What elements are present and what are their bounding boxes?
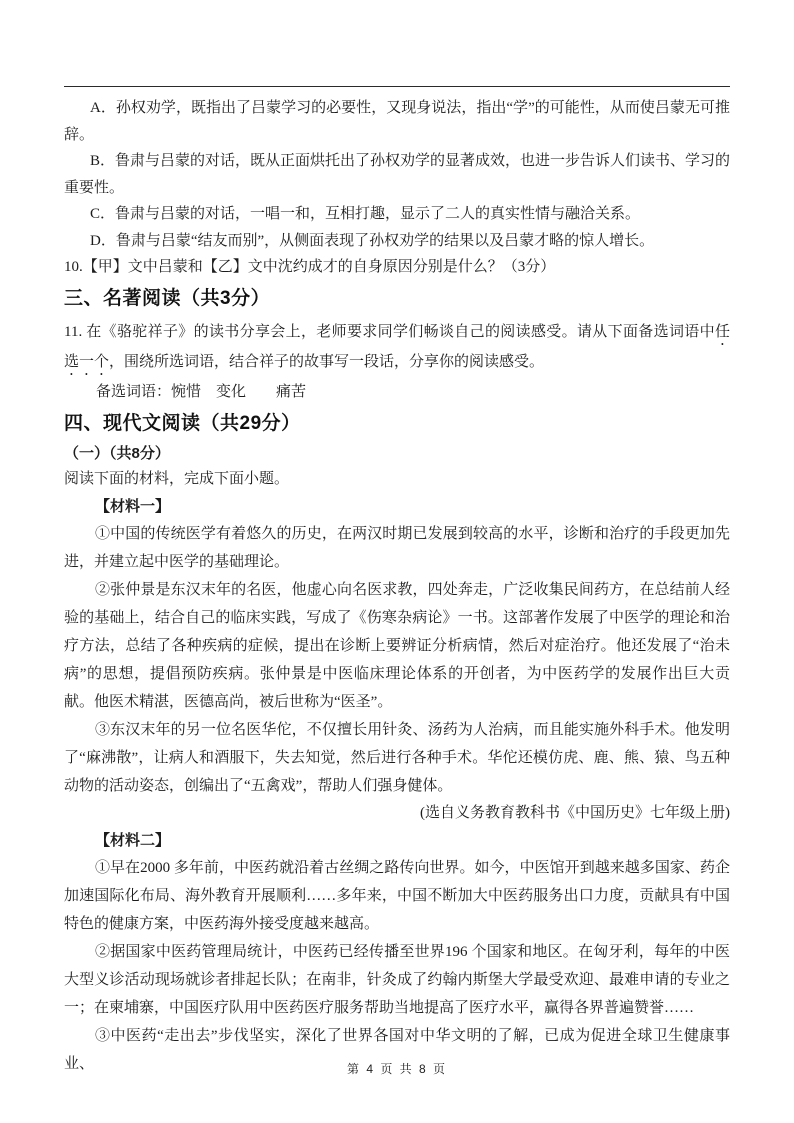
question-11-text-before: 11. 在《骆驼祥子》的读书分享会上，老师要求同学们畅谈自己的阅读感受。请从下面备选词语中: [64, 323, 715, 340]
part-one-label: （一）（共8分）: [64, 444, 170, 462]
material-2-label: 【材料二】: [95, 831, 171, 849]
material-1-paragraph-1: ①中国的传统医学有着悠久的历史，在两汉时期已发展到较高的水平，诊断和治疗的手段更加先进，并建立起中医学的基础理论。: [64, 525, 730, 570]
section-4-heading: 四、现代文阅读（共29分）: [64, 412, 301, 434]
option-b: B．鲁肃与吕蒙的对话，既从正面烘托出了孙权劝学的显著成效，也进一步告诉人们读书、学习的重要性。: [64, 153, 731, 196]
page-content: [0, 87, 794, 1078]
option-d: D．鲁肃与吕蒙“结友而别”，从侧面表现了孙权劝学的结果以及吕蒙才略的惊人增长。: [90, 232, 655, 249]
reading-instruction: 阅读下面的材料，完成下面小题。: [64, 470, 290, 487]
question-11: [64, 319, 730, 379]
material-2-paragraph-1: ①早在2000 多年前，中医药就沿着古丝绸之路传向世界。如今，中医馆开到越来越多国家、药企加速国际化布局、海外教育开展顺利……多年来，中国不断加大中医药服务出口力度，贡献具有中国特色的健康方案，中医药海外接受度越来越高。: [64, 859, 730, 932]
material-2-paragraph-2: ②据国家中医药管理局统计，中医药已经传播至世界196 个国家和地区。在匈牙利，每年的中医大型义诊活动现场就诊者排起长队；在南非，针灸成了约翰内斯堡大学最受欢迎、最难申请的专业之一；在柬埔寨，中国医疗队用中医药医疗服务帮助当地提高了医疗水平，赢得各界普遍赞誉……: [64, 943, 730, 1016]
page-footer: 第 4 页 共 8 页: [346, 1062, 448, 1076]
option-c: C．鲁肃与吕蒙的对话，一唱一和，互相打趣，显示了二人的真实性情与融洽关系。: [90, 206, 641, 222]
material-1-source: (选自义务教育教科书《中国历史》七年级上册): [420, 804, 730, 821]
material-1-label: 【材料一】: [95, 497, 171, 515]
material-2-paragraph-3: ③中医药“走出去”步伐坚实，深化了世界各国对中华文明的了解，已成为促进全球卫生健康事业、: [64, 1027, 730, 1072]
section-3-heading: 三、名著阅读（共3分）: [64, 287, 271, 309]
material-1-paragraph-3: ③东汉末年的另一位名医华佗，不仅擅长用针灸、汤药为人治病，而且能实施外科手术。他发明了“麻沸散”，让病人和酒服下，失去知觉，然后进行各种手术。华佗还模仿虎、鹿、熊、猿、鸟五种动物的活动姿态，创编出了“五禽戏”，帮助人们强身健体。: [64, 721, 730, 794]
question-11-text-after: ，围绕所选词语，结合祥子的故事写一段话，分享你的阅读感受。: [109, 353, 545, 370]
option-a: A．孙权劝学，既指出了吕蒙学习的必要性，又现身说法，指出“学”的可能性，从而使吕蒙无可推辞。: [64, 100, 730, 143]
word-bank-line: 备选词语：惋惜 变化 痛苦: [96, 383, 307, 400]
question-11-emphasized-words: 任选一个: [64, 323, 730, 370]
material-1-paragraph-2: ②张仲景是东汉末年的名医，他虚心向名医求教，四处奔走，广泛收集民间药方，在总结前人经验的基础上，结合自己的临床实践，写成了《伤寒杂病论》一书。这部著作发展了中医学的理论和治疗方法，总结了各种疾病的症候，提出在诊断上要辨证分析病情，然后对症治疗。他还发展了“治未病”的思想，提倡预防疾病。张仲景是中医临床理论体系的开创者，为中医药学的发展作出巨大贡献。他医术精湛，医德高尚，被后世称为“医圣”。: [64, 581, 730, 710]
question-10: 10.【甲】文中吕蒙和【乙】文中沈约成才的自身原因分别是什么？（3分）: [64, 259, 556, 275]
